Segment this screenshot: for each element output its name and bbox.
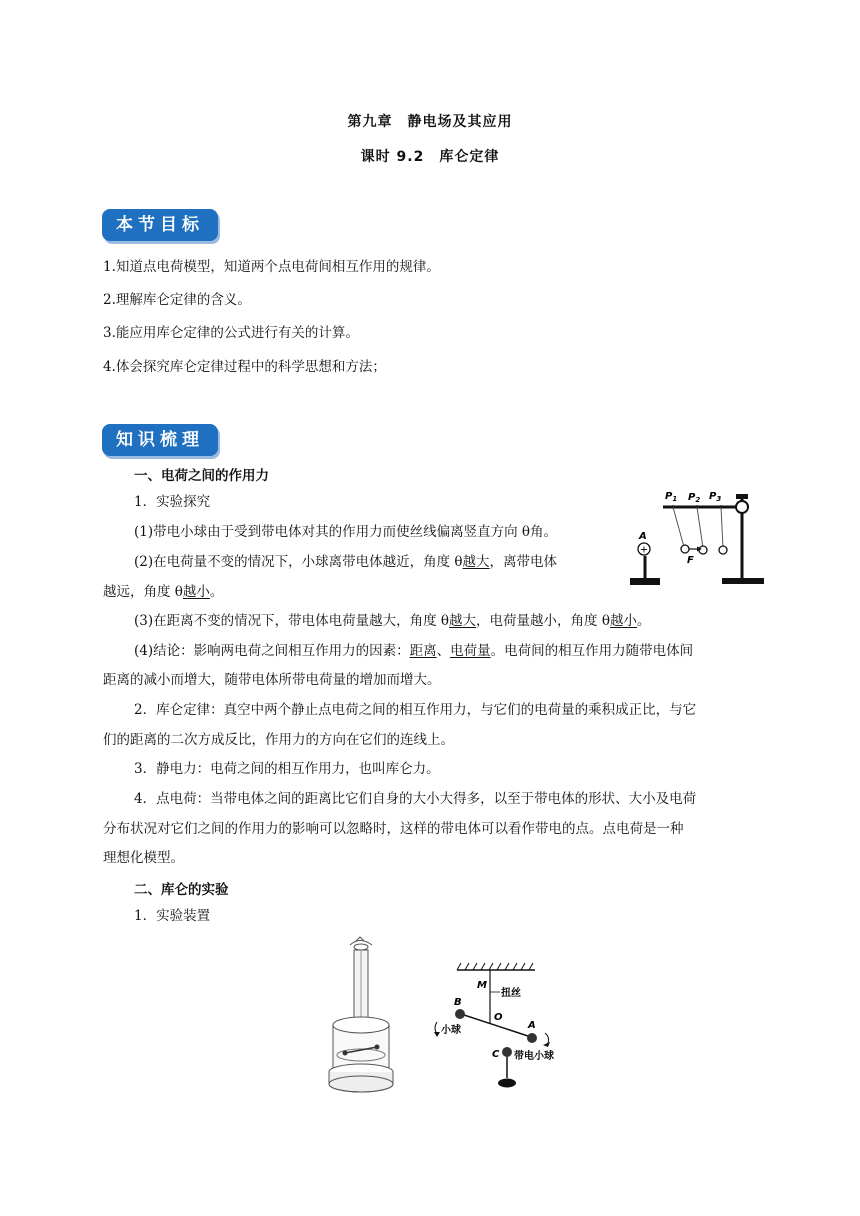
para-2-line1: (2)在电荷量不变的情况下，小球离带电体越近，角度 θ越大，离带电体: [134, 554, 558, 570]
label-p1: $P_1$: [665, 491, 678, 503]
lesson-title: 课时 9.2 库仑定律: [360, 149, 500, 165]
section1-sub1: 1．实验探究: [134, 494, 211, 510]
stand-c: [498, 1079, 516, 1088]
thread-p1: [673, 507, 684, 547]
ball-p1: [681, 545, 689, 553]
answer-charge: 电荷量: [450, 643, 491, 659]
label-p3: $P_3$: [709, 491, 722, 503]
section2-heading: 二、库仑的实验: [134, 882, 229, 898]
ball-c: [502, 1047, 512, 1057]
para-7-line3: 理想化模型。: [103, 850, 184, 866]
objective-item: 4.体会探究库仑定律过程中的科学思想和方法；: [103, 359, 386, 375]
label-a2: A: [528, 1020, 536, 1031]
clamp-top: [736, 494, 748, 499]
section2-sub1: 1．实验装置: [134, 908, 211, 924]
para-5-line2: 们的距离的二次方成反比，作用力的方向在它们的连线上。: [103, 732, 454, 748]
right-base: [722, 578, 764, 584]
label-f: F: [687, 555, 694, 566]
objective-item: 2.理解库仑定律的含义。: [103, 292, 251, 308]
para-3: (3)在距离不变的情况下，带电体电荷量越大，角度 θ越大，电荷量越小，角度 θ越小。: [134, 613, 651, 629]
label-small-ball: 小球: [441, 1025, 461, 1036]
objective-item: 3.能应用库仑定律的公式进行有关的计算。: [103, 325, 359, 341]
para-6: 3．静电力：电荷之间的相互作用力，也叫库仑力。: [134, 761, 440, 777]
label-o: O: [494, 1012, 503, 1023]
pendulum-figure: [625, 485, 770, 591]
torsion-balance-apparatus: [320, 935, 400, 1100]
para-1: (1)带电小球由于受到带电体对其的作用力而使丝线偏离竖直方向 θ角。: [134, 524, 558, 540]
answer-larger-2: 越大: [449, 613, 477, 629]
objectives-badge: 本节目标: [102, 209, 218, 241]
ball-p3: [719, 546, 727, 554]
ball-p2: [699, 546, 707, 554]
label-c: C: [492, 1049, 500, 1060]
torsion-schematic: [425, 960, 575, 1095]
label-b: B: [454, 997, 462, 1008]
left-base: [630, 578, 660, 585]
para-2-line2: 越远，角度 θ越小。: [103, 584, 224, 600]
answer-larger: 越大: [462, 554, 490, 570]
thread-p3: [721, 507, 723, 548]
label-a: A: [639, 531, 647, 542]
para-4-line2: 距离的减小而增大，随带电体所带电荷量的增加而增大。: [103, 672, 441, 688]
chapter-title: 第九章 静电场及其应用: [347, 114, 513, 130]
objective-item: 1.知道点电荷模型，知道两个点电荷间相互作用的规律。: [103, 259, 440, 275]
ball-b: [455, 1009, 465, 1019]
para-5-line1: 2．库仑定律：真空中两个静止点电荷之间的相互作用力，与它们的电荷量的乘积成正比，与它: [134, 702, 697, 718]
clamp: [736, 501, 748, 513]
label-p2: $P_2$: [688, 492, 701, 504]
label-fiber: 扭丝: [501, 988, 521, 999]
label-m: M: [477, 980, 487, 991]
para-7-line2: 分布状况对它们之间的作用力的影响可以忽略时，这样的带电体可以看作带电的点。点电荷是一种: [103, 821, 684, 837]
answer-smaller-2: 越小: [609, 613, 637, 629]
ball-a: [527, 1033, 537, 1043]
knowledge-badge: 知识梳理: [102, 424, 218, 456]
plus-sign: +: [639, 544, 649, 556]
thread-p2: [697, 507, 703, 548]
section1-heading: 一、电荷之间的作用力: [134, 468, 269, 484]
answer-distance: 距离: [409, 643, 437, 659]
para-7-line1: 4．点电荷：当带电体之间的距离比它们自身的大小大得多，以至于带电体的形状、大小及电荷: [134, 791, 697, 807]
para-4-line1: (4)结论：影响两电荷之间相互作用力的因素：距离、电荷量。电荷间的相互作用力随带电体间: [134, 643, 694, 659]
answer-smaller: 越小: [182, 584, 210, 600]
label-charged-ball: 带电小球: [514, 1051, 554, 1062]
